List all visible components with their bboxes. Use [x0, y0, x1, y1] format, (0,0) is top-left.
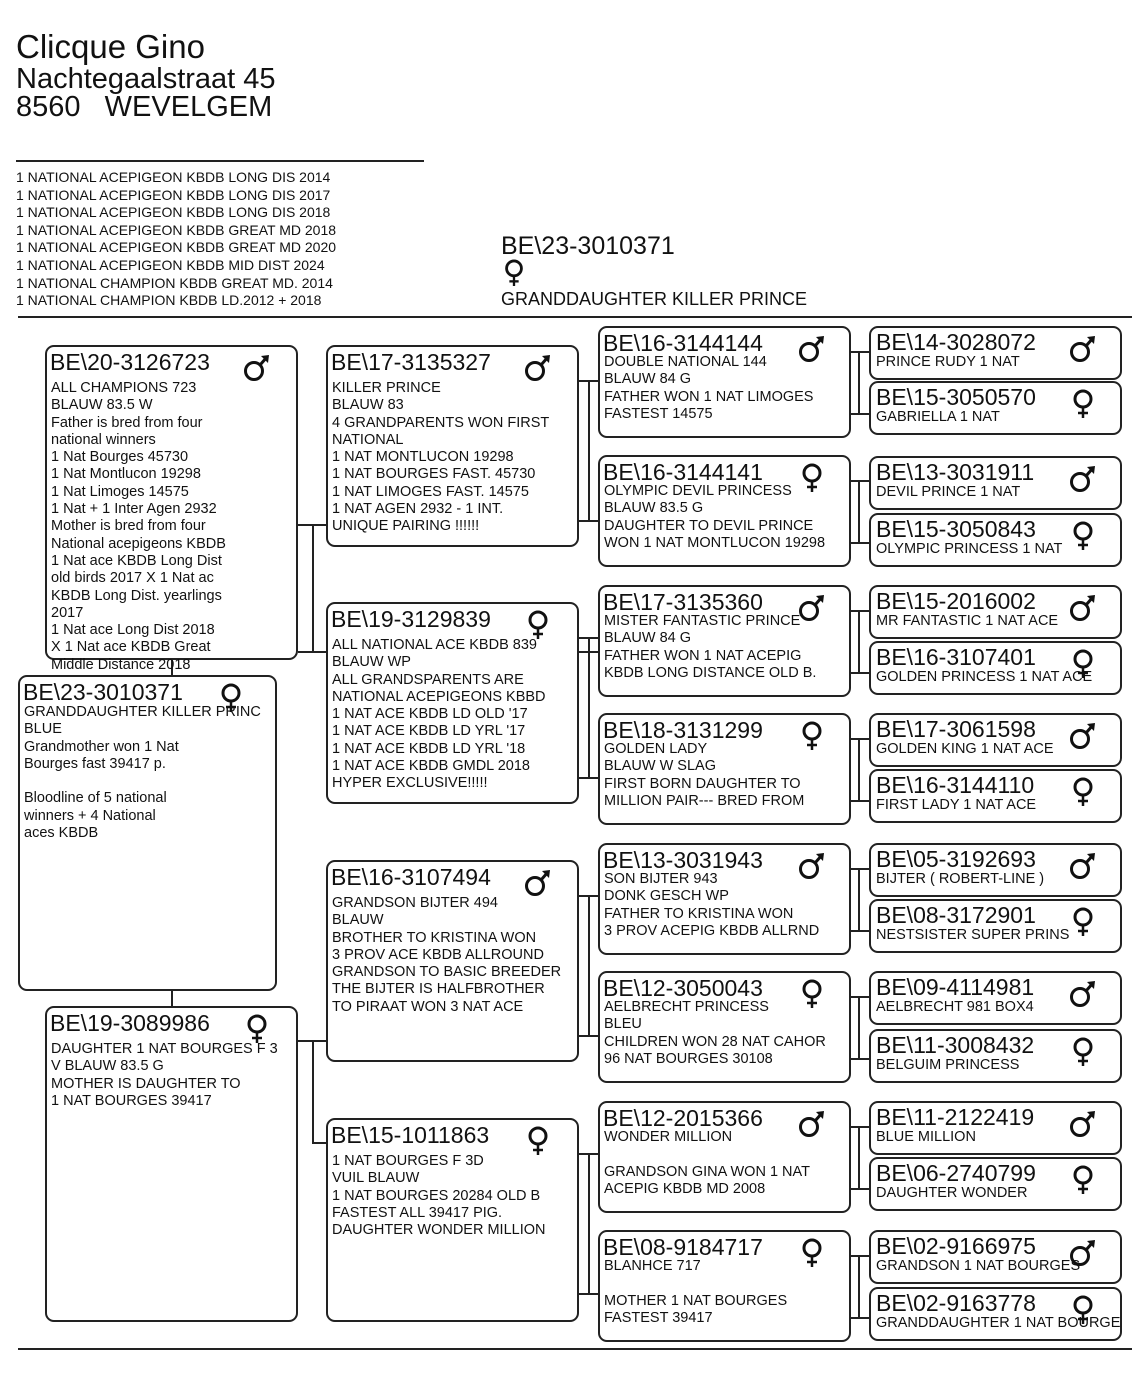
description-line: FATHER WON 1 NAT ACEPIG: [604, 647, 802, 664]
description-line: MOTHER 1 NAT BOURGES: [604, 1292, 788, 1309]
footer-divider: [18, 1348, 1132, 1350]
description-line: 1 Nat Montlucon 19298: [51, 466, 201, 483]
description-line: GOLDEN KING 1 NAT ACE: [876, 741, 1054, 757]
description-lines: [604, 483, 825, 552]
description-line: 1 Nat Bourges 45730: [51, 449, 189, 466]
connector-line: [851, 610, 869, 612]
connector-line: [298, 1040, 326, 1042]
connector-line: [579, 895, 598, 897]
description-line: BIJTER ( ROBERT-LINE ): [876, 871, 1045, 887]
ring-number: BE\11-3008432: [876, 1032, 1035, 1058]
description-line: National acepigeons KBDB: [51, 535, 226, 552]
description-line: BLUE: [24, 721, 62, 738]
description-lines: [876, 797, 1036, 814]
female-icon: [1069, 1165, 1097, 1195]
great-grandparent-card: [598, 455, 851, 567]
ring-number: BE\16-3107494: [331, 864, 491, 890]
owner-street: Nachtegaalstraat 45: [16, 63, 276, 95]
description-line: 1 Nat ace Long Dist 2018: [51, 622, 215, 639]
description-line: old birds 2017 X 1 Nat ac: [51, 570, 214, 587]
description-line: AELBRECHT PRINCESS: [604, 999, 769, 1015]
connector-line: [851, 480, 869, 482]
connector-line: [588, 380, 590, 522]
description-lines: [24, 704, 261, 842]
description-lines: [51, 1041, 278, 1110]
title-item: 1 NATIONAL CHAMPION KBDB LD.2012 + 2018: [16, 292, 322, 309]
description-line: ALL NATIONAL ACE KBDB 839: [332, 637, 537, 653]
description-line: THE BIJTER IS HALFBROTHER: [332, 981, 545, 998]
male-icon: [1069, 721, 1097, 751]
connector-line: [579, 380, 598, 382]
description-line: DAUGHTER WONDER: [876, 1185, 1028, 1201]
owner-name: Clicque Gino: [16, 28, 205, 65]
description-line: Grandmother won 1 Nat: [24, 738, 179, 755]
connector-line: [851, 1255, 869, 1257]
great-grandparent-card: [598, 1101, 851, 1213]
description-line: 1 NAT ACE KBDB LD OLD '17: [332, 706, 528, 723]
description-line: X 1 Nat ace KBDB Great: [51, 639, 211, 656]
female-icon: [1069, 907, 1097, 937]
connector-line: [579, 520, 598, 522]
great-great-grandparent-card: [869, 899, 1122, 953]
description-line: NATIONAL: [332, 431, 404, 448]
great-great-grandparent-card: [869, 1101, 1122, 1155]
description-line: GRANDSON BIJTER 494: [332, 895, 498, 911]
description-line: 1 Nat ace KBDB Long Dist: [51, 552, 222, 569]
description-lines: [876, 1057, 1019, 1074]
description-line: [604, 1146, 810, 1163]
description-line: BLANHCE 717: [604, 1258, 701, 1274]
sire-card: [45, 345, 298, 673]
description-lines: [51, 380, 226, 674]
description-line: winners + 4 National: [24, 807, 156, 824]
description-line: GRANDSON TO BASIC BREEDER: [332, 964, 562, 981]
description-line: FATHER WON 1 NAT LIMOGES: [604, 388, 814, 405]
male-icon: [1069, 593, 1097, 623]
ring-number: BE\12-2015366: [603, 1105, 763, 1131]
connector-line: [851, 738, 869, 740]
description-line: GRANDSON 1 NAT BOURGES: [876, 1258, 1081, 1274]
connector-line: [851, 413, 869, 415]
ring-number: BE\15-2016002: [876, 588, 1036, 614]
description-lines: [876, 999, 1034, 1016]
description-lines: [876, 613, 1058, 630]
dam-card: [45, 1006, 298, 1322]
description-line: AELBRECHT 981 BOX4: [876, 999, 1034, 1015]
description-lines: [604, 1129, 810, 1198]
description-line: GRANDDAUGHTER 1 NAT BOURGE: [876, 1315, 1121, 1331]
description-line: ALL GRANDSPARENTS ARE: [332, 671, 524, 688]
title-item: 1 NATIONAL ACEPIGEON KBDB LONG DIS 2014: [16, 169, 331, 185]
great-great-grandparent-card: [869, 1287, 1122, 1341]
description-lines: [604, 741, 804, 810]
ring-number: BE\08-3172901: [876, 902, 1036, 928]
connector-line: [858, 1255, 860, 1319]
description-line: 1 NAT ACE KBDB GMDL 2018: [332, 758, 530, 775]
connector-line: [851, 1058, 869, 1060]
title-item: 1 NATIONAL CHAMPION KBDB GREAT MD. 2014: [16, 274, 333, 291]
great-great-grandparent-card: [869, 713, 1122, 767]
ring-number: BE\15-1011863: [331, 1122, 490, 1148]
description-lines: [332, 1153, 546, 1239]
ring-number: BE\12-3050043: [603, 975, 763, 1001]
subject-card: [18, 675, 277, 991]
great-grandparent-card: [598, 713, 851, 825]
connector-line: [851, 672, 869, 674]
description-line: GOLDEN LADY: [604, 741, 708, 757]
grandparent-card: [326, 860, 579, 1062]
connector-line: [588, 637, 590, 779]
titles-list: [16, 169, 336, 310]
description-line: [24, 773, 261, 790]
connector-line: [579, 1035, 598, 1037]
description-line: BLAUW W SLAG: [604, 758, 716, 775]
great-great-grandparent-card: [869, 326, 1122, 380]
description-line: Father is bred from four: [51, 414, 203, 431]
connector-line: [579, 1293, 598, 1295]
description-lines: [876, 354, 1020, 371]
description-line: V BLAUW 83.5 G: [51, 1058, 164, 1075]
female-icon: [243, 1014, 271, 1044]
connector-line: [298, 524, 312, 526]
great-great-grandparent-card: [869, 1157, 1122, 1211]
ring-number: BE\19-3089986: [50, 1010, 210, 1036]
ring-number: BE\17-3135360: [603, 589, 763, 615]
connector-line: [579, 1153, 598, 1155]
connector-line: [588, 1153, 590, 1295]
description-line: OLYMPIC DEVIL PRINCESS: [604, 483, 792, 499]
ring-number: BE\06-2740799: [876, 1160, 1036, 1186]
connector-line: [858, 996, 860, 1060]
subject-ring-number: BE\23-3010371: [501, 232, 675, 260]
great-grandparent-card: [598, 585, 851, 697]
description-line: Mother is bred from four: [51, 518, 206, 535]
male-icon: [1069, 334, 1097, 364]
description-line: BLAUW 84 G: [604, 371, 692, 388]
description-line: UNIQUE PAIRING !!!!!!: [332, 518, 480, 535]
male-icon: [1069, 979, 1097, 1009]
great-great-grandparent-card: [869, 381, 1122, 435]
description-line: FASTEST 39417: [604, 1309, 713, 1326]
male-icon: [243, 353, 271, 383]
description-line: ALL CHAMPIONS 723: [51, 380, 197, 396]
ring-number: BE\17-3135327: [331, 349, 491, 375]
description-line: 4 GRANDPARENTS WON FIRST: [332, 414, 550, 431]
title-item: 1 NATIONAL ACEPIGEON KBDB GREAT MD 2018: [16, 221, 337, 238]
description-line: 1 NAT BOURGES 20284 OLD B: [332, 1187, 541, 1204]
great-grandparent-card: [598, 326, 851, 438]
description-line: DEVIL PRINCE 1 NAT: [876, 484, 1021, 500]
connector-line: [858, 610, 860, 674]
ring-number: BE\16-3107401: [876, 644, 1036, 670]
description-lines: [876, 484, 1020, 501]
great-great-grandparent-card: [869, 1029, 1122, 1083]
description-line: NATIONAL ACEPIGEONS KBBD: [332, 688, 546, 705]
connector-line: [851, 1317, 869, 1319]
description-line: Bloodline of 5 national: [24, 790, 167, 807]
great-great-grandparent-card: [869, 843, 1122, 897]
description-line: GOLDEN PRINCESS 1 NAT ACE: [876, 669, 1093, 685]
ring-number: BE\11-2122419: [876, 1104, 1035, 1130]
connector-line: [579, 777, 598, 779]
female-icon: [1069, 777, 1097, 807]
connector-line: [312, 524, 314, 651]
ring-number: BE\13-3031943: [603, 847, 763, 873]
description-line: national winners: [51, 431, 156, 448]
subject-name: GRANDDAUGHTER KILLER PRINCE: [501, 289, 808, 309]
description-line: Bourges fast 39417 p.: [24, 755, 166, 772]
connector-line: [851, 351, 869, 353]
connector-line: [851, 930, 869, 932]
female-icon: [501, 258, 527, 288]
connector-line: [858, 868, 860, 932]
description-line: 1 NAT BOURGES 39417: [51, 1092, 212, 1109]
description-line: GRANDSON GINA WON 1 NAT: [604, 1163, 810, 1180]
ring-number: BE\15-3050570: [876, 384, 1036, 410]
description-line: WON 1 NAT MONTLUCON 19298: [604, 534, 826, 551]
connector-line: [851, 1126, 869, 1128]
description-line: OLYMPIC PRINCESS 1 NAT: [876, 541, 1063, 557]
description-line: 96 NAT BOURGES 30108: [604, 1050, 773, 1067]
description-lines: [876, 871, 1044, 888]
description-line: 1 Nat Limoges 14575: [51, 483, 189, 500]
description-line: [604, 1275, 787, 1292]
owner-city: 8560 WEVELGEM: [16, 91, 273, 123]
description-line: KBDB LONG DISTANCE OLD B.: [604, 664, 817, 681]
description-line: HYPER EXCLUSIVE!!!!!: [332, 775, 488, 792]
connector-line: [858, 1126, 860, 1190]
description-line: DAUGHTER 1 NAT BOURGES F 3: [51, 1041, 278, 1057]
description-line: DOUBLE NATIONAL 144: [604, 354, 767, 370]
description-lines: [876, 1185, 1027, 1202]
ring-number: BE\23-3010371: [23, 679, 183, 705]
ring-number: BE\15-3050843: [876, 516, 1036, 542]
description-line: aces KBDB: [24, 825, 99, 842]
description-lines: [604, 871, 819, 940]
male-icon: [1069, 464, 1097, 494]
description-line: BLAUW: [332, 912, 384, 929]
great-great-grandparent-card: [869, 513, 1122, 567]
connector-line: [312, 651, 326, 653]
male-icon: [524, 868, 552, 898]
description-line: 1 NAT MONTLUCON 19298: [332, 449, 514, 466]
description-line: TO PIRAAT WON 3 NAT ACE: [332, 998, 524, 1015]
description-line: DAUGHTER WONDER MILLION: [332, 1222, 546, 1239]
connector-line: [851, 868, 869, 870]
description-line: 1 NAT LIMOGES FAST. 14575: [332, 483, 529, 500]
description-line: FASTEST 14575: [604, 405, 713, 422]
female-icon: [524, 1126, 552, 1156]
female-icon: [524, 610, 552, 640]
description-lines: [332, 895, 561, 1016]
description-line: 2017: [51, 604, 84, 621]
description-lines: [604, 354, 813, 423]
connector-line: [312, 1040, 314, 1142]
ring-number: BE\20-3126723: [50, 349, 210, 375]
connector-line: [851, 800, 869, 802]
female-icon: [1069, 389, 1097, 419]
description-lines: [876, 669, 1092, 686]
description-line: MOTHER IS DAUGHTER TO: [51, 1075, 241, 1092]
description-line: ACEPIG KBDB MD 2008: [604, 1180, 766, 1197]
great-grandparent-card: [598, 1230, 851, 1342]
ring-number: BE\16-3144110: [876, 772, 1035, 798]
ring-number: BE\14-3028072: [876, 329, 1036, 355]
description-line: 1 NAT AGEN 2932 - 1 INT.: [332, 501, 504, 518]
female-icon: [1069, 521, 1097, 551]
great-great-grandparent-card: [869, 585, 1122, 639]
ring-number: BE\16-3144141: [603, 459, 763, 485]
connector-line: [312, 1142, 326, 1144]
connector-line: [851, 1188, 869, 1190]
description-lines: [876, 1258, 1080, 1275]
title-item: 1 NATIONAL ACEPIGEON KBDB LONG DIS 2018: [16, 204, 331, 221]
connector-line: [858, 480, 860, 544]
male-icon: [1069, 851, 1097, 881]
description-line: BELGUIM PRINCESS: [876, 1057, 1020, 1073]
great-great-grandparent-card: [869, 456, 1122, 510]
connector-line: [858, 351, 860, 415]
description-line: KBDB Long Dist. yearlings: [51, 587, 222, 604]
great-great-grandparent-card: [869, 1230, 1122, 1284]
section-divider: [18, 316, 1132, 318]
description-line: 1 Nat + 1 Inter Agen 2932: [51, 501, 217, 518]
connector-line: [851, 996, 869, 998]
description-line: FASTEST ALL 39417 PIG.: [332, 1204, 503, 1221]
great-grandparent-card: [598, 843, 851, 955]
description-lines: [876, 541, 1062, 558]
description-lines: [876, 1129, 976, 1146]
description-line: SON BIJTER 943: [604, 871, 718, 887]
description-line: GABRIELLA 1 NAT: [876, 409, 1000, 425]
description-lines: [876, 409, 1000, 426]
description-line: CHILDREN WON 28 NAT CAHOR: [604, 1033, 826, 1050]
description-line: FIRST BORN DAUGHTER TO: [604, 775, 801, 792]
description-lines: [332, 380, 549, 536]
description-lines: [604, 1258, 787, 1327]
description-lines: [332, 637, 546, 793]
title-item: 1 NATIONAL ACEPIGEON KBDB LONG DIS 2017: [16, 186, 331, 203]
great-great-grandparent-card: [869, 641, 1122, 695]
ring-number: BE\19-3129839: [331, 606, 491, 632]
connector-line: [588, 895, 590, 1037]
description-lines: [876, 1315, 1120, 1332]
title-item: 1 NATIONAL ACEPIGEON KBDB MID DIST 2024: [16, 256, 325, 273]
grandparent-card: [326, 602, 579, 804]
description-line: BLAUW 84 G: [604, 630, 692, 647]
ring-number: BE\16-3144144: [603, 330, 763, 356]
description-line: BLAUW 83.5 G: [604, 500, 704, 517]
connector-line: [858, 738, 860, 802]
description-line: 1 NAT ACE KBDB LD YRL '17: [332, 723, 526, 740]
description-line: NESTSISTER SUPER PRINS: [876, 927, 1070, 943]
male-icon: [1069, 1109, 1097, 1139]
description-line: BLAUW WP: [332, 654, 411, 671]
description-line: DAUGHTER TO DEVIL PRINCE: [604, 517, 814, 534]
description-line: WONDER MILLION: [604, 1129, 733, 1145]
description-line: GRANDDAUGHTER KILLER PRINC: [24, 704, 261, 720]
female-icon: [1069, 1037, 1097, 1067]
description-lines: [604, 999, 826, 1068]
grandparent-card: [326, 345, 579, 547]
description-line: MILLION PAIR--- BRED FROM: [604, 792, 805, 809]
description-line: BLAUW 83.5 W: [51, 397, 153, 414]
ring-number: BE\13-3031911: [876, 459, 1035, 485]
connector-line: [851, 542, 869, 544]
header-divider: [16, 160, 424, 162]
description-line: 1 NAT ACE KBDB LD YRL '18: [332, 740, 526, 757]
description-line: DONK GESCH WP: [604, 888, 729, 905]
description-line: MR FANTASTIC 1 NAT ACE: [876, 613, 1059, 629]
description-line: 3 PROV ACEPIG KBDB ALLRND: [604, 922, 820, 939]
ring-number: BE\09-4114981: [876, 974, 1035, 1000]
description-line: 3 PROV ACE KBDB ALLROUND: [332, 946, 544, 963]
title-item: 1 NATIONAL ACEPIGEON KBDB GREAT MD 2020: [16, 239, 337, 256]
description-line: FIRST LADY 1 NAT ACE: [876, 797, 1037, 813]
description-line: BLAUW 83: [332, 397, 404, 414]
description-line: MISTER FANTASTIC PRINCE: [604, 613, 801, 629]
description-lines: [604, 613, 816, 682]
ring-number: BE\02-9166975: [876, 1233, 1036, 1259]
ring-number: BE\18-3131299: [603, 717, 763, 743]
description-line: 1 NAT BOURGES FAST. 45730: [332, 466, 536, 483]
ring-number: BE\05-3192693: [876, 846, 1036, 872]
male-icon: [524, 353, 552, 383]
great-great-grandparent-card: [869, 769, 1122, 823]
connector-line: [171, 990, 173, 1007]
description-lines: [876, 741, 1054, 758]
description-lines: [876, 927, 1069, 944]
description-line: VUIL BLAUW: [332, 1170, 420, 1187]
ring-number: BE\02-9163778: [876, 1290, 1036, 1316]
description-line: KILLER PRINCE: [332, 380, 441, 396]
description-line: BROTHER TO KRISTINA WON: [332, 929, 537, 946]
ring-number: BE\08-9184717: [603, 1234, 763, 1260]
description-line: FATHER TO KRISTINA WON: [604, 905, 794, 922]
connector-line: [579, 637, 598, 639]
grandparent-card: [326, 1118, 579, 1322]
description-line: PRINCE RUDY 1 NAT: [876, 354, 1020, 370]
description-line: BLUE MILLION: [876, 1129, 976, 1145]
great-great-grandparent-card: [869, 971, 1122, 1025]
description-line: Middle Distance 2018: [51, 656, 191, 673]
description-line: 1 NAT BOURGES F 3D: [332, 1153, 484, 1169]
great-grandparent-card: [598, 971, 851, 1083]
ring-number: BE\17-3061598: [876, 716, 1036, 742]
description-line: BLEU: [604, 1016, 642, 1033]
female-icon: [798, 1238, 826, 1268]
